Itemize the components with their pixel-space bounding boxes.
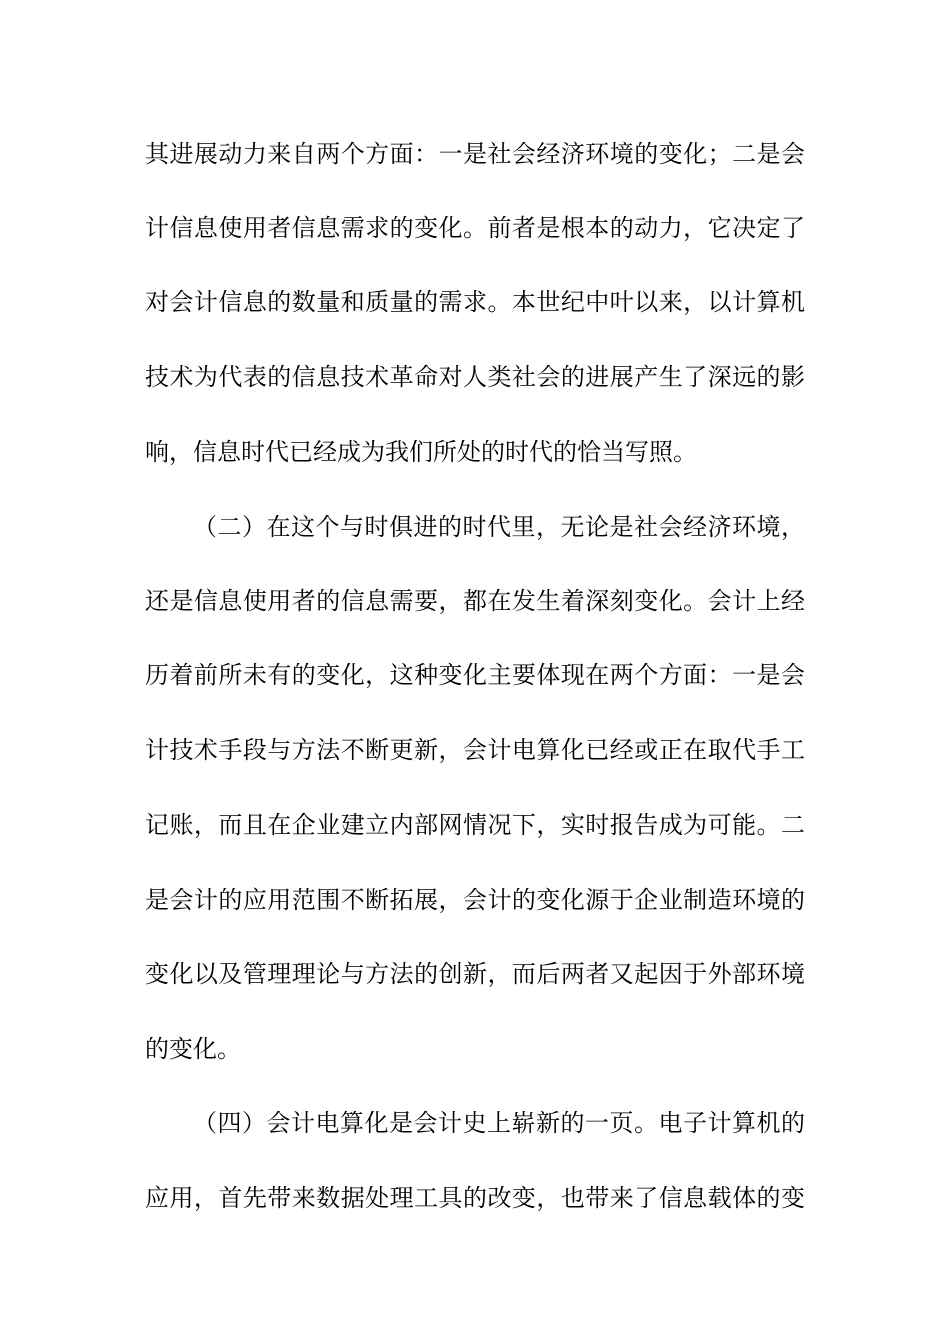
paragraph-1-line-4: 技术为代表的信息技术革命对人类社会的进展产生了深远的影 — [145, 363, 805, 391]
paragraph-1-line-5: 响，信息时代已经成为我们所处的时代的恰当写照。 — [145, 438, 697, 466]
paragraph-1-line-2: 计信息使用者信息需求的变化。前者是根本的动力，它决定了 — [145, 214, 805, 242]
paragraph-2-line-1: （二）在这个与时俱进的时代里，无论是社会经济环境， — [193, 513, 805, 541]
paragraph-3-line-2: 应用，首先带来数据处理工具的改变，也带来了信息载体的变 — [145, 1184, 805, 1212]
paragraph-2-line-6: 是会计的应用范围不断拓展，会计的变化源于企业制造环境的 — [145, 886, 805, 914]
paragraph-2-line-2: 还是信息使用者的信息需要，都在发生着深刻变化。会计上经 — [145, 587, 805, 615]
paragraph-2-line-3: 历着前所未有的变化，这种变化主要体现在两个方面：一是会 — [145, 661, 805, 689]
paragraph-2-line-4: 计技术手段与方法不断更新，会计电算化已经或正在取代手工 — [145, 736, 805, 764]
paragraph-2-line-5: 记账，而且在企业建立内部网情况下，实时报告成为可能。二 — [145, 811, 805, 839]
paragraph-1-line-3: 对会计信息的数量和质量的需求。本世纪中叶以来，以计算机 — [145, 288, 805, 316]
paragraph-1-line-1: 其进展动力来自两个方面：一是社会经济环境的变化；二是会 — [145, 140, 805, 168]
paragraph-3-line-1: （四）会计电算化是会计史上崭新的一页。电子计算机的 — [193, 1109, 805, 1137]
paragraph-2-line-8: 的变化。 — [145, 1035, 241, 1063]
paragraph-2-line-7: 变化以及管理理论与方法的创新，而后两者又起因于外部环境 — [145, 960, 805, 988]
